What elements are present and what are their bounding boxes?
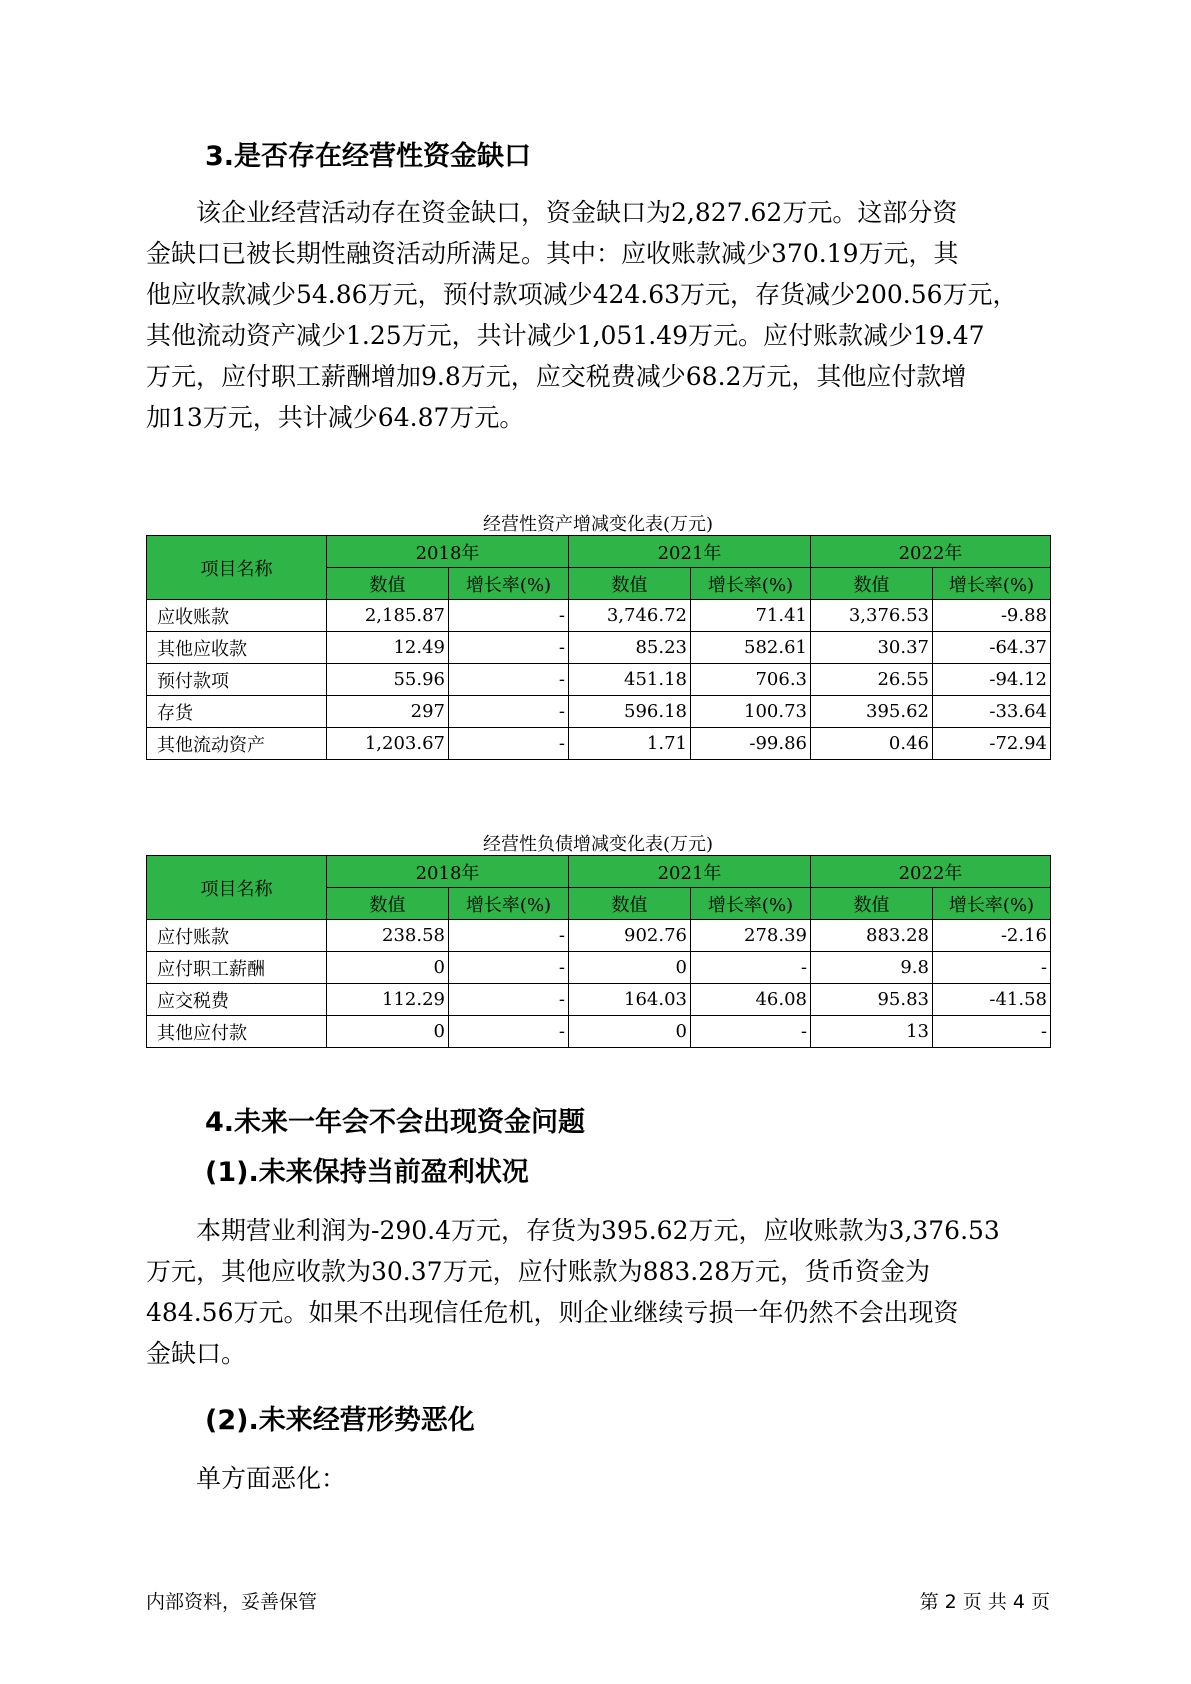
- value-cell: 1.71: [569, 728, 691, 760]
- growth-cell: -: [449, 1016, 569, 1048]
- table-row: [147, 920, 1051, 952]
- table-row: [147, 632, 1051, 664]
- table-row: [147, 728, 1051, 760]
- value-cell: 30.37: [811, 632, 933, 664]
- value-subheader: 数值: [327, 888, 449, 920]
- paragraph-line: 单方面恶化：: [196, 1464, 347, 1493]
- growth-subheader: 增长率(%): [449, 888, 569, 920]
- growth-cell: -41.58: [933, 984, 1051, 1016]
- growth-cell: -: [449, 664, 569, 696]
- section-3-paragraph: [146, 192, 1046, 438]
- growth-subheader: 增长率(%): [933, 888, 1051, 920]
- growth-subheader: 增长率(%): [691, 888, 811, 920]
- value-subheader: 数值: [569, 568, 691, 600]
- value-cell: 9.8: [811, 952, 933, 984]
- year-header: 2018年: [327, 856, 569, 888]
- growth-cell: -: [933, 1016, 1051, 1048]
- section-4-2-paragraph: [146, 1458, 1046, 1499]
- value-cell: 3,376.53: [811, 600, 933, 632]
- paragraph-line: 其他流动资产减少1.25万元，共计减少1,051.49万元。应付账款减少19.47: [146, 321, 985, 350]
- growth-cell: 71.41: [691, 600, 811, 632]
- growth-cell: -: [449, 984, 569, 1016]
- assets-table: [146, 535, 1051, 760]
- value-cell: 0: [569, 1016, 691, 1048]
- growth-cell: -64.37: [933, 632, 1051, 664]
- growth-subheader: 增长率(%): [691, 568, 811, 600]
- value-subheader: 数值: [569, 888, 691, 920]
- section-4-1-paragraph: [146, 1210, 1046, 1374]
- value-cell: 13: [811, 1016, 933, 1048]
- growth-subheader: 增长率(%): [449, 568, 569, 600]
- value-cell: 85.23: [569, 632, 691, 664]
- paragraph-line: 万元，其他应收款为30.37万元，应付账款为883.28万元，货币资金为: [146, 1257, 931, 1286]
- value-cell: 0: [569, 952, 691, 984]
- value-cell: 112.29: [327, 984, 449, 1016]
- item-name-header: 项目名称: [147, 536, 327, 600]
- value-cell: 451.18: [569, 664, 691, 696]
- table-row: [147, 696, 1051, 728]
- paragraph-line: 金缺口已被长期性融资活动所满足。其中：应收账款减少370.19万元，其: [146, 239, 959, 268]
- growth-cell: -: [691, 1016, 811, 1048]
- row-item-name: 应收账款: [147, 600, 327, 632]
- growth-cell: -: [449, 920, 569, 952]
- growth-cell: -: [449, 728, 569, 760]
- row-item-name: 其他应收款: [147, 632, 327, 664]
- assets-table-caption: 经营性资产增减变化表(万元): [482, 514, 714, 535]
- value-cell: 883.28: [811, 920, 933, 952]
- value-cell: 1,203.67: [327, 728, 449, 760]
- value-subheader: 数值: [327, 568, 449, 600]
- growth-cell: -94.12: [933, 664, 1051, 696]
- liabilities-table: [146, 855, 1051, 1048]
- growth-cell: -33.64: [933, 696, 1051, 728]
- table-row: [147, 664, 1051, 696]
- growth-cell: 582.61: [691, 632, 811, 664]
- row-item-name: 应付职工薪酬: [147, 952, 327, 984]
- footer-page-number: 第 2 页 共 4 页: [919, 1591, 1050, 1613]
- value-cell: 26.55: [811, 664, 933, 696]
- table-row: [147, 600, 1051, 632]
- growth-cell: -: [449, 952, 569, 984]
- value-cell: 238.58: [327, 920, 449, 952]
- growth-cell: 278.39: [691, 920, 811, 952]
- table-row: [147, 1016, 1051, 1048]
- row-item-name: 存货: [147, 696, 327, 728]
- section-4-2-heading: (2).未来经营形势恶化: [205, 1405, 475, 1436]
- growth-cell: -99.86: [691, 728, 811, 760]
- growth-cell: 46.08: [691, 984, 811, 1016]
- growth-subheader: 增长率(%): [933, 568, 1051, 600]
- value-cell: 0.46: [811, 728, 933, 760]
- growth-cell: -: [449, 632, 569, 664]
- growth-cell: -: [449, 696, 569, 728]
- year-header: 2018年: [327, 536, 569, 568]
- value-cell: 0: [327, 952, 449, 984]
- value-subheader: 数值: [811, 568, 933, 600]
- paragraph-line: 万元，应付职工薪酬增加9.8万元，应交税费减少68.2万元，其他应付款增: [146, 362, 967, 391]
- table-row: [147, 952, 1051, 984]
- paragraph-line: 他应收款减少54.86万元，预付款项减少424.63万元，存货减少200.56万元，: [146, 280, 1018, 309]
- section-3-heading: 3.是否存在经营性资金缺口: [205, 141, 532, 172]
- paragraph-line: 该企业经营活动存在资金缺口，资金缺口为2,827.62万元。这部分资: [196, 198, 958, 227]
- value-cell: 395.62: [811, 696, 933, 728]
- value-cell: 12.49: [327, 632, 449, 664]
- year-header: 2022年: [811, 856, 1051, 888]
- row-item-name: 其他应付款: [147, 1016, 327, 1048]
- section-4-heading: 4.未来一年会不会出现资金问题: [205, 1107, 586, 1138]
- value-cell: 0: [327, 1016, 449, 1048]
- value-subheader: 数值: [811, 888, 933, 920]
- value-cell: 596.18: [569, 696, 691, 728]
- row-item-name: 预付款项: [147, 664, 327, 696]
- row-item-name: 其他流动资产: [147, 728, 327, 760]
- growth-cell: -72.94: [933, 728, 1051, 760]
- year-header: 2021年: [569, 536, 811, 568]
- paragraph-line: 本期营业利润为-290.4万元，存货为395.62万元，应收账款为3,376.53: [196, 1216, 1000, 1245]
- growth-cell: 706.3: [691, 664, 811, 696]
- year-header: 2021年: [569, 856, 811, 888]
- value-cell: 2,185.87: [327, 600, 449, 632]
- value-cell: 3,746.72: [569, 600, 691, 632]
- growth-cell: -2.16: [933, 920, 1051, 952]
- growth-cell: 100.73: [691, 696, 811, 728]
- paragraph-line: 加13万元，共计减少64.87万元。: [146, 403, 525, 432]
- paragraph-line: 484.56万元。如果不出现信任危机，则企业继续亏损一年仍然不会出现资: [146, 1298, 959, 1327]
- value-cell: 55.96: [327, 664, 449, 696]
- table-row: [147, 984, 1051, 1016]
- growth-cell: -: [933, 952, 1051, 984]
- section-4-1-heading: (1).未来保持当前盈利状况: [205, 1157, 529, 1188]
- value-cell: 164.03: [569, 984, 691, 1016]
- growth-cell: -: [449, 600, 569, 632]
- item-name-header: 项目名称: [147, 856, 327, 920]
- growth-cell: -9.88: [933, 600, 1051, 632]
- value-cell: 95.83: [811, 984, 933, 1016]
- row-item-name: 应付账款: [147, 920, 327, 952]
- value-cell: 902.76: [569, 920, 691, 952]
- row-item-name: 应交税费: [147, 984, 327, 1016]
- year-header: 2022年: [811, 536, 1051, 568]
- growth-cell: -: [691, 952, 811, 984]
- footer-confidential-note: 内部资料，妥善保管: [146, 1591, 318, 1613]
- paragraph-line: 金缺口。: [146, 1339, 247, 1368]
- value-cell: 297: [327, 696, 449, 728]
- liabilities-table-caption: 经营性负债增减变化表(万元): [482, 834, 714, 855]
